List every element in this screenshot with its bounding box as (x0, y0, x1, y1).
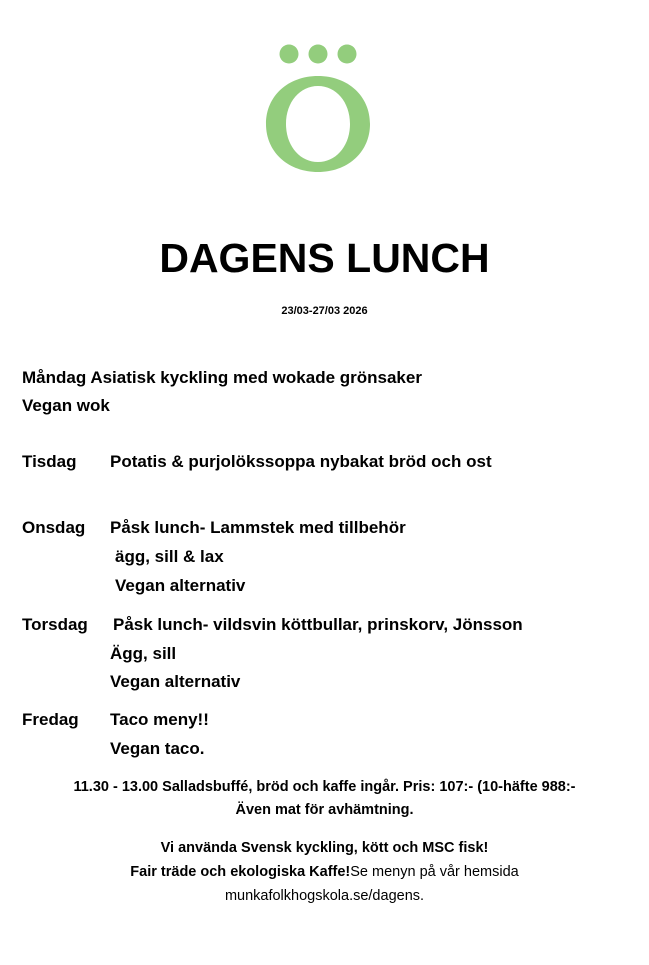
wednesday-dish: Påsk lunch- Lammstek med tillbehör (110, 518, 406, 537)
info-line-2: Även mat för avhämtning. (235, 802, 414, 818)
sourcing-line-2-bold: Fair träde och ekologiska Kaffe! (130, 864, 351, 880)
monday-vegan-line: Vegan wok (22, 396, 110, 415)
friday-dish: Taco meny!! (110, 710, 209, 729)
thursday-extra-1: Ägg, sill (110, 644, 177, 663)
tuesday-label: Tisdag (22, 452, 77, 471)
wednesday-label: Onsdag (22, 518, 86, 537)
tuesday-dish: Potatis & purjolökssoppa nybakat bröd och ost (110, 452, 492, 471)
thursday-dish: Påsk lunch- vildsvin köttbullar, prinskorv, Jönsson (113, 615, 523, 634)
logo-dot-right (338, 45, 357, 64)
thursday-label: Torsdag (22, 615, 88, 634)
logo-dot-left (280, 45, 299, 64)
logo-ring (266, 76, 370, 172)
friday-extra-1: Vegan taco. (110, 739, 205, 758)
logo-dot-middle (309, 45, 328, 64)
week-dates: 23/03-27/03 2026 (281, 305, 368, 317)
wednesday-extra-1: ägg, sill & lax (115, 547, 224, 566)
monday-line: Måndag Asiatisk kyckling med wokade grönsaker (22, 368, 422, 387)
o-umlaut-logo-icon (262, 44, 374, 172)
page-title: DAGENS LUNCH (159, 235, 490, 281)
website-text: munkafolkhogskola.se/dagens. (224, 888, 425, 904)
sourcing-line-1: Vi använda Svensk kyckling, kött och MSC fisk! (160, 840, 489, 856)
wednesday-extra-2: Vegan alternativ (115, 576, 246, 595)
thursday-extra-2: Vegan alternativ (110, 672, 241, 691)
friday-label: Fredag (22, 710, 79, 729)
sourcing-line-2-normal: Se menyn på vår hemsida (350, 864, 519, 880)
info-line-1: 11.30 - 13.00 Salladsbuffé, bröd och kaffe ingår. Pris: 107:- (10-häfte 988:- (73, 779, 576, 795)
sourcing-line-2 (0, 860, 649, 884)
